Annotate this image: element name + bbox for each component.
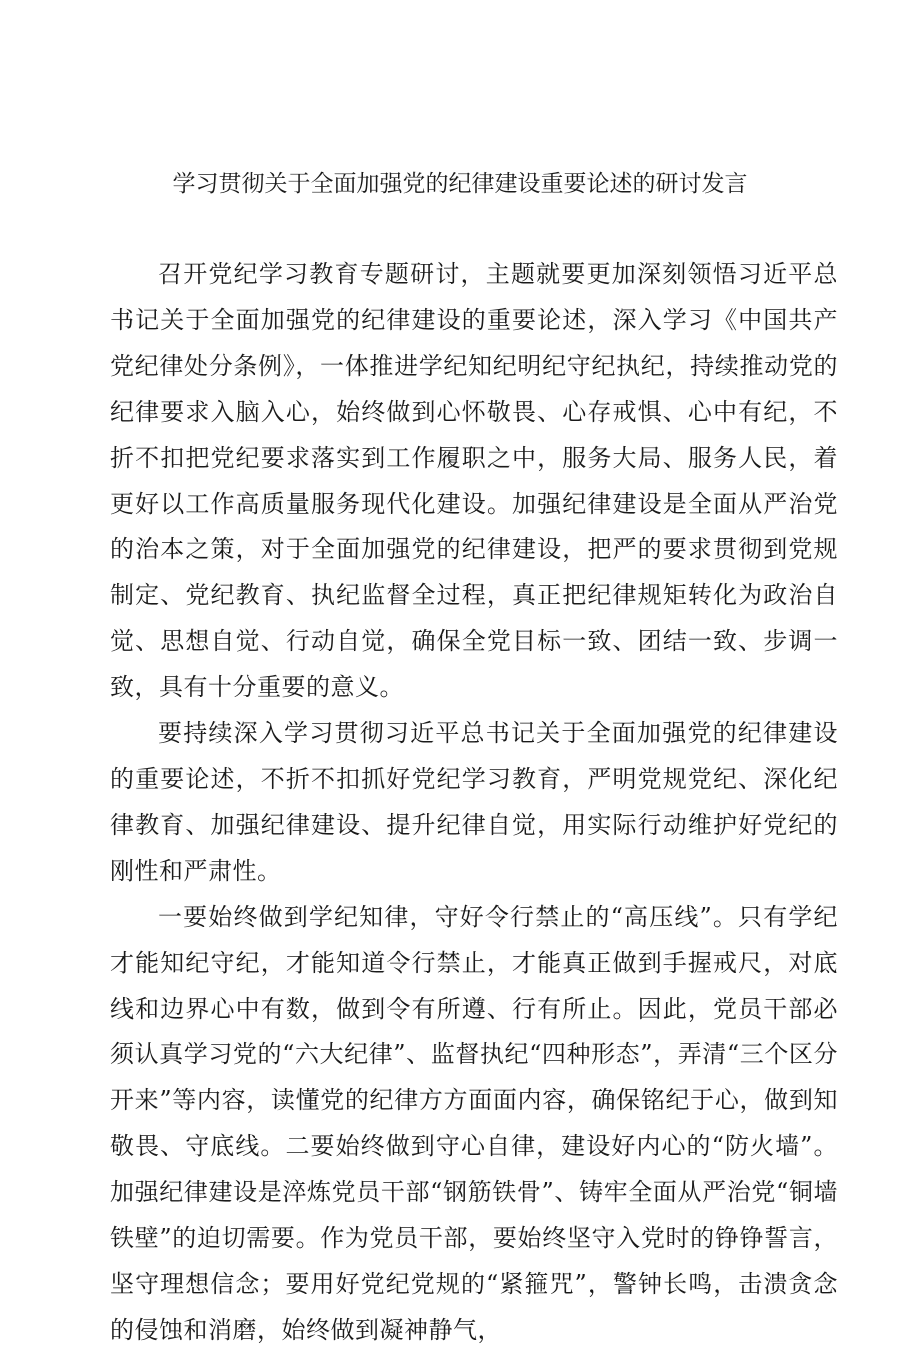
paragraph-1: 召开党纪学习教育专题研讨，主题就要更加深刻领悟习近平总书记关于全面加强党的纪律建设的重要论述，深入学习《中国共产党纪律处分条例》，一体推进学纪知纪明纪守纪执纪，持续推动党的纪律要求入脑入心，始终做到心怀敬畏、心存戒惧、心中有纪，不折不扣把党纪要求落实到工作履职之中，服务大局、服务人民，着更好以工作高质量服务现代化建设。加强纪律建设是全面从严治党的治本之策，对于全面加强党的纪律建设，把严的要求贯彻到党规制定、党纪教育、执纪监督全过程，真正把纪律规矩转化为政治自觉、思想自觉、行动自觉，确保全党目标一致、团结一致、步调一致，具有十分重要的意义。	[110, 260, 838, 702]
document-body	[110, 252, 838, 1354]
paragraph-3: 一要始终做到学纪知律，守好令行禁止的“高压线”。只有学纪才能知纪守纪，才能知道令行禁止，才能真正做到手握戒尺，对底线和边界心中有数，做到令有所遵、行有所止。因此，党员干部必须认真学习党的“六大纪律”、监督执纪“四种形态”，弄清“三个区分开来”等内容，读懂党的纪律方方面面内容，确保铭纪于心，做到知敬畏、守底线。二要始终做到守心自律，建设好内心的“防火墙”。加强纪律建设是淬炼党员干部“钢筋铁骨”、铸牢全面从严治党“铜墙铁壁”的迫切需要。作为党员干部，要始终坚守入党时的铮铮誓言，坚守理想信念；要用好党纪党规的“紧箍咒”，警钟长鸣，击溃贪念的侵蚀和消磨，始终做到凝神静气，	[110, 902, 838, 1344]
document-title: 学习贯彻关于全面加强党的纪律建设重要论述的研讨发言	[172, 171, 748, 197]
paragraph-2: 要持续深入学习贯彻习近平总书记关于全面加强党的纪律建设的重要论述，不折不扣抓好党纪学习教育，严明党规党纪、深化纪律教育、加强纪律建设、提升纪律自觉，用实际行动维护好党纪的刚性和严肃性。	[110, 719, 838, 885]
